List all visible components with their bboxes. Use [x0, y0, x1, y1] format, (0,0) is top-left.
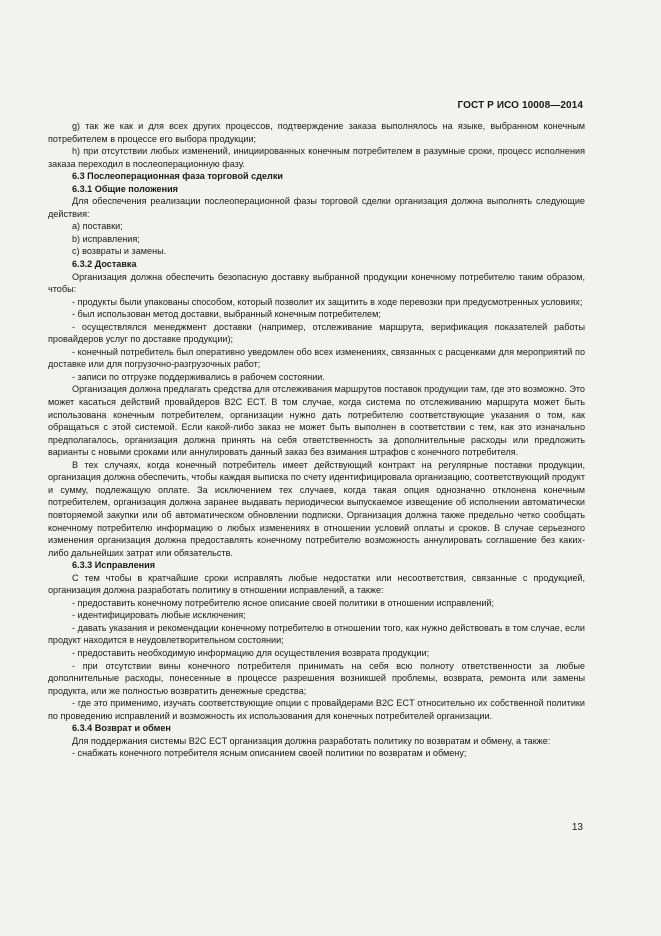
document-body	[48, 120, 585, 760]
list-item: - предоставить конечному потребителю ясное описание своей политики в отношении исправлений;	[72, 597, 495, 608]
section-heading: 6.3.2 Доставка	[72, 259, 137, 270]
paragraph: В тех случаях, когда конечный потребитель имеет действующий контракт на регулярные поставки продукции, организация должна обеспечить, чтобы каждая выписка по счету идентифицировала организацию, соответствующий продукт и сумму, подлежащую оплате. За исключением тех случаев, когда такая опция однозначно отклонена конечным потребителем, организация должна заранее выдавать периодически выпускаемое извещение об исполнении автоматически повторяемой закупки или об автоматическом обновлении подписки. Организация должна также предельно четко сообщать конечному потребителю информацию о любых изменениях в отношении условий оплаты и сроков. В случае серьезного изменения организация должна предоставлять конечному потребителю возможность аннулировать соглашение без каких-либо дальнейших затрат или обязательств.	[48, 459, 585, 558]
list-item: - идентифицировать любые исключения;	[72, 610, 246, 621]
paragraph: С тем чтобы в кратчайшие сроки исправлять любые недостатки или несоответствия, связанные с продукцией, организация должна разработать политику в отношении исправлений, а также:	[48, 572, 585, 596]
section-heading: 6.3.1 Общие положения	[72, 183, 178, 194]
list-item: - предоставить необходимую информацию для осуществления возврата продукции;	[72, 647, 430, 658]
paragraph: Организация должна предлагать средства для отслеживания маршрутов поставок продукции там, где это возможно. Это может касаться действий провайдеров B2C ECT. В том случае, когда система по отслеживанию маршрута может быть использована конечным потребителем, организации нужно дать потребителю соответствующие указания о том, как обращаться с этой системой. Если какой-либо заказ не может быть выполнен в соответствии с тем, как это изначально предполагалось, организация должна принять на себя ответственность за дополнительные расходы или предложить варианты с новыми сроками или аннулировать данный заказ без взимания штрафов с конечного потребителя.	[48, 384, 585, 458]
list-item: - был использован метод доставки, выбранный конечным потребителем;	[72, 309, 381, 320]
list-item: - конечный потребитель был оперативно уведомлен обо всех изменениях, связанных с расценками для мероприятий по доставке или для погрузочно-разгрузочных работ;	[48, 346, 585, 370]
list-item: - снабжать конечного потребителя ясным описанием своей политики по возвратам и обмену;	[72, 748, 467, 759]
paragraph: Для поддержания системы B2C ECT организация должна разработать политику по возвратам и обмену, а также:	[72, 735, 551, 746]
list-item: - продукты были упакованы способом, который позволит их защитить в ходе перевозки при предусмотренных условиях;	[72, 296, 583, 307]
paragraph: g) так же как и для всех других процессов, подтверждение заказа выполнялось на языке, выбранном конечным потребителем в процессе его выбора продукции;	[48, 121, 585, 144]
list-item: - осуществлялся менеджмент доставки (например, отслеживание маршрута, верификация показателей работы провайдеров услуг по доставке продукции);	[48, 321, 585, 345]
list-item: b) исправления;	[72, 233, 140, 244]
list-item: - при отсутствии вины конечного потребителя принимать на себя всю полноту ответственности за любые дополнительные расходы, понесенные в процессе разрешения возникшей проблемы, возврата, ремонта или замены продукта, или же полностью возвратить денежные средства;	[48, 660, 585, 696]
list-item: c) возвраты и замены.	[72, 246, 167, 257]
paragraph: Организация должна обеспечить безопасную доставку выбранной продукции конечному потребителю таким образом, чтобы:	[48, 271, 585, 295]
list-item: - давать указания и рекомендации конечному потребителю в отношении того, как нужно действовать в том случае, если продукт находится в неудовлетворительном состоянии;	[48, 622, 585, 646]
section-heading: 6.3.3 Исправления	[72, 560, 156, 571]
section-heading: 6.3.4 Возврат и обмен	[72, 723, 171, 734]
paragraph: Для обеспечения реализации послеоперационной фазы торговой сделки организация должна выполнять следующие действия:	[48, 196, 585, 219]
list-item: a) поставки;	[72, 221, 123, 232]
paragraph: h) при отсутствии любых изменений, инициированных конечным потребителем в разумные сроки, процесс исполнения заказа переходил в послеоперационную фазу.	[48, 146, 585, 169]
page-number: 13	[571, 822, 583, 833]
section-heading: 6.3 Послеоперационная фаза торговой сделки	[72, 171, 283, 182]
standard-header: ГОСТ Р ИСО 10008—2014	[457, 100, 583, 111]
list-item: - записи по отгрузке поддерживались в рабочем состоянии.	[72, 371, 325, 382]
list-item: - где это применимо, изучать соответствующие опции с провайдерами B2C ECT относительно их собственной политики по проведению исправлений и возможность их использования для конечных потребителей организации.	[48, 698, 585, 721]
